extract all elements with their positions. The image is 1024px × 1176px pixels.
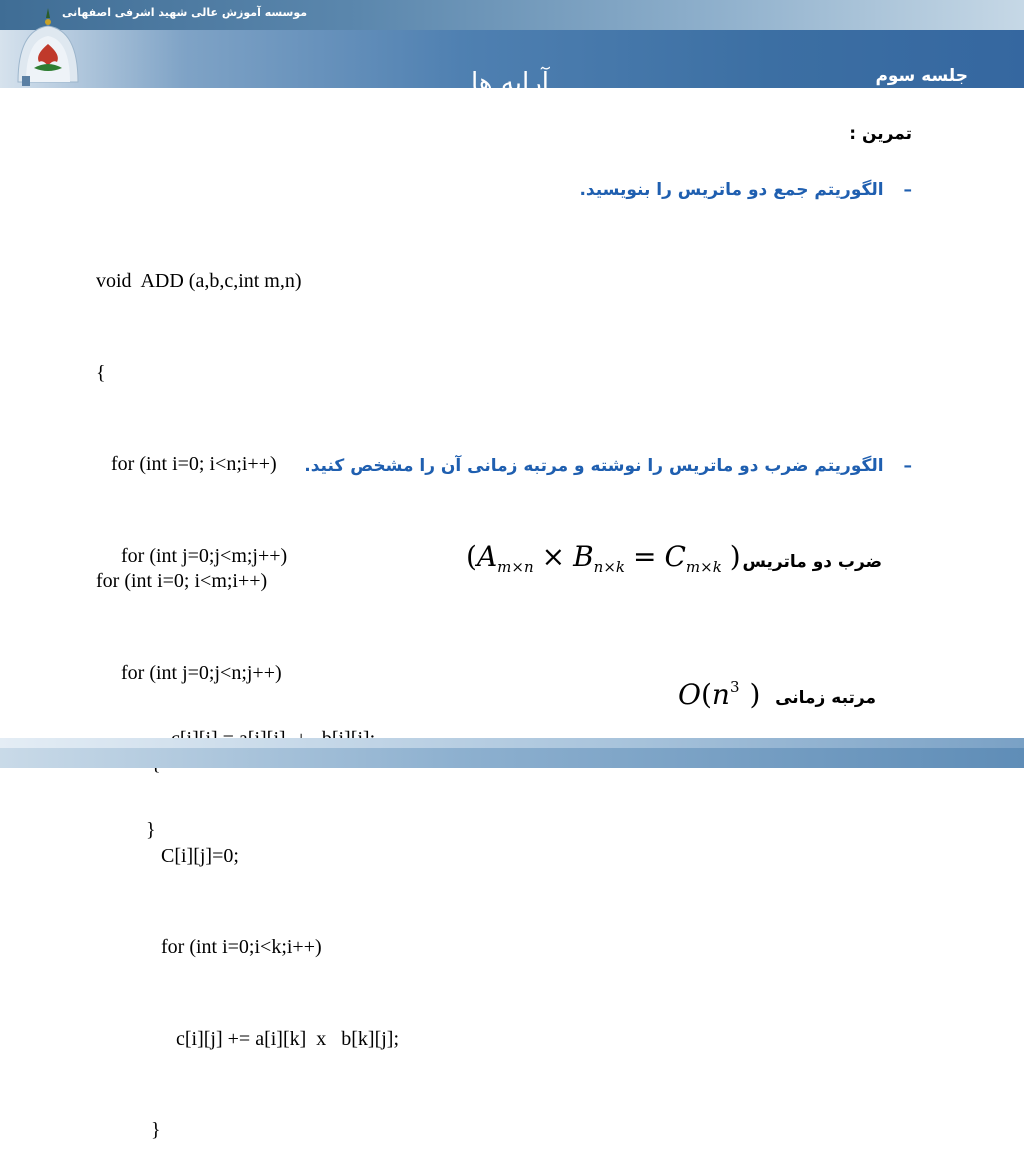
code-line: void ADD (a,b,c,int m,n): [96, 270, 302, 292]
time-complexity-formula: [678, 678, 760, 711]
slide-title: آرایه ها: [470, 68, 550, 98]
formula-times: ×: [541, 540, 566, 573]
footer-band: [0, 738, 1024, 748]
formula-n: n: [711, 678, 730, 711]
bullet-dash: –: [903, 180, 912, 200]
top-bar: [0, 0, 1024, 30]
code-line: C[i][j]=0;: [96, 844, 239, 867]
formula-close-paren: ): [749, 678, 761, 711]
task-add-matrices: [579, 180, 912, 200]
exercise-heading: تمرین :: [849, 124, 912, 144]
institute-logo-icon: [8, 4, 88, 88]
formula-sub-a: m×n: [497, 558, 534, 576]
title-banner: [0, 30, 1024, 98]
session-label: جلسه سوم: [875, 66, 968, 86]
task-add-text: الگوریتم جمع دو ماتریس را بنویسید.: [579, 180, 884, 200]
formula-equals: =: [633, 540, 657, 573]
formula-sub-c: m×k: [685, 558, 722, 576]
formula-matrix-b: B: [573, 540, 594, 573]
time-order-label: مرتبه زمانی: [775, 688, 876, 708]
task-multiply-matrices: [304, 456, 912, 476]
bullet-dash: –: [903, 456, 912, 476]
formula-open-paren: (: [700, 678, 712, 711]
formula-exponent: 3: [729, 678, 740, 696]
code-multiply-matrices: [96, 505, 399, 1176]
code-line: }: [96, 1119, 161, 1141]
formula-matrix-c: C: [664, 540, 686, 573]
formula-big-o: O: [678, 678, 701, 711]
task-multiply-text: الگوریتم ضرب دو ماتریس را نوشته و مرتبه زمانی آن را مشخص کنید.: [304, 456, 884, 476]
code-line: for (int i=0; i<m;i++): [96, 570, 268, 592]
matrix-multiplication-formula: [466, 540, 741, 576]
code-line: for (int i=0;i<k;i++): [96, 936, 322, 958]
code-line: {: [96, 361, 106, 384]
formula-matrix-a: A: [476, 540, 498, 573]
formula-sub-b: n×k: [593, 558, 625, 576]
footer-bar: [0, 738, 1024, 768]
code-line: for (int j=0;j<m;j++): [96, 544, 288, 567]
code-line: c[i][j] += a[i][k] x b[k][j];: [96, 1027, 400, 1050]
institute-name: موسسه آموزش عالی شهید اشرفی اصفهانی: [62, 6, 308, 19]
formula-open-paren: (: [466, 540, 477, 573]
code-line: for (int j=0;j<n;j++): [96, 661, 282, 684]
formula-close-paren: ): [729, 540, 741, 573]
matrix-multiplication-label: ضرب دو ماتریس: [742, 552, 882, 572]
code-line: }: [96, 819, 156, 841]
code-line: for (int i=0; i<n;i++): [96, 453, 277, 475]
